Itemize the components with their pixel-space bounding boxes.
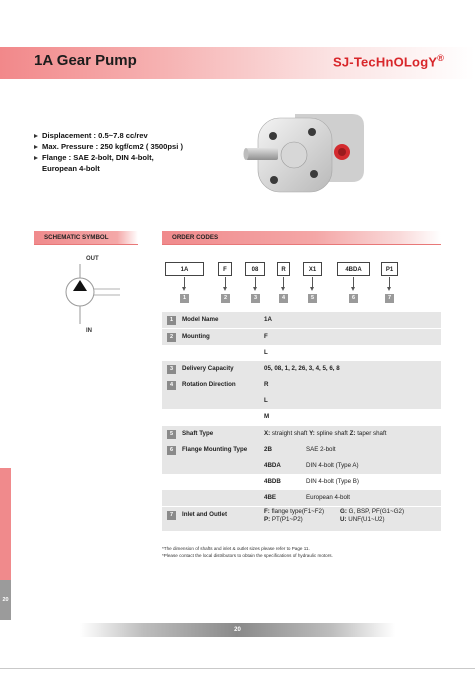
code-box: 1A [165, 262, 204, 276]
row-code: 2B [264, 446, 272, 453]
inlet-bsp: G: G, BSP, PF(G1~G2) [340, 508, 405, 515]
row-desc: European 4-bolt [306, 494, 351, 501]
row-number: 7 [167, 511, 176, 520]
down-arrow-icon [225, 277, 226, 289]
schematic-symbol-heading: SCHEMATIC SYMBOL [34, 231, 138, 244]
spec-flange-cont: European 4-bolt [42, 164, 100, 173]
down-arrow-icon [255, 277, 256, 289]
row-number: 4 [167, 381, 176, 390]
row-desc: DIN 4-bolt (Type A) [306, 462, 359, 469]
spec-pressure: Max. Pressure : 250 kgf/cm2 ( 3500psi ) [34, 142, 183, 151]
row-code: F [264, 333, 268, 340]
code-box: 4BDA [337, 262, 370, 276]
down-arrow-icon [353, 277, 354, 289]
logo-text: SJ-TecHnOLogY [333, 54, 438, 70]
inlet-pt: P: PT(P1~P2) [264, 516, 303, 523]
spec-displacement: Displacement : 0.5~7.8 cc/rev [34, 131, 148, 140]
table-row [162, 474, 441, 490]
index-box: 4 [279, 294, 288, 303]
down-arrow-icon [389, 277, 390, 289]
index-box: 3 [251, 294, 260, 303]
table-row [162, 345, 441, 361]
side-page-number: 20 [0, 580, 11, 620]
inlet-flange: F: flange type(F1~F2) [264, 508, 325, 515]
table-row [162, 442, 441, 458]
table-row [162, 393, 441, 409]
row-label: Rotation Direction [182, 381, 236, 388]
table-row [162, 458, 441, 474]
page-number: 20 [234, 627, 241, 633]
row-number: 3 [167, 365, 176, 374]
gear-pump-image [240, 108, 370, 198]
inlet-unf: U: UNF(U1~U2) [340, 516, 385, 523]
table-row [162, 409, 441, 425]
row-number: 2 [167, 333, 176, 342]
bottom-rule [0, 668, 475, 669]
index-box: 5 [308, 294, 317, 303]
down-arrow-icon [283, 277, 284, 289]
row-code: M [264, 413, 270, 420]
row-label: Model Name [182, 316, 219, 323]
footnote: *The dimension of shafts and inlet & outlet sizes please refer to Page 11. [162, 546, 310, 551]
code-box: X1 [303, 262, 322, 276]
row-code: 05, 08, 1, 2, 26, 3, 4, 5, 6, 8 [264, 365, 340, 372]
table-row [162, 377, 441, 393]
row-code: 4BDB [264, 478, 281, 485]
page-title: 1A Gear Pump [34, 52, 137, 69]
divider [162, 244, 441, 245]
bullet-icon [34, 134, 38, 138]
table-row [162, 426, 441, 442]
row-desc: DIN 4-bolt (Type B) [306, 478, 359, 485]
out-label: OUT [86, 256, 99, 262]
code-box: F [218, 262, 232, 276]
down-arrow-icon [184, 277, 185, 289]
bullet-icon [34, 156, 38, 160]
row-code: R [264, 381, 269, 388]
divider [34, 244, 138, 245]
side-tab [0, 468, 11, 580]
order-codes-heading: ORDER CODES [162, 231, 441, 244]
row-label: Delivery Capacity [182, 365, 234, 372]
brand-logo [333, 53, 444, 69]
logo-registered-mark: ® [437, 53, 445, 63]
table-row [162, 507, 441, 531]
table-row [162, 329, 441, 345]
row-label: Shaft Type [182, 430, 214, 437]
bullet-icon [34, 145, 38, 149]
row-number: 1 [167, 316, 176, 325]
footnote: *Please contact the local distributors to obtain the specifications of hydraulic motors. [162, 553, 333, 558]
pump-schematic-symbol [40, 252, 140, 342]
row-desc: SAE 2-bolt [306, 446, 336, 453]
code-box: P1 [381, 262, 398, 276]
table-row [162, 312, 441, 328]
row-label: Flange Mounting Type [182, 446, 248, 453]
down-arrow-icon [312, 277, 313, 289]
index-box: 2 [221, 294, 230, 303]
shaft-types: X: straight shaft Y: spline shaft Z: taper shaft [264, 430, 387, 437]
table-row [162, 361, 441, 377]
code-box: 08 [245, 262, 265, 276]
in-label: IN [86, 328, 92, 334]
row-code: 4BE [264, 494, 277, 501]
row-label: Inlet and Outlet [182, 511, 228, 518]
row-number: 6 [167, 446, 176, 455]
spec-flange: Flange : SAE 2-bolt, DIN 4-bolt, [34, 153, 154, 162]
row-number: 5 [167, 430, 176, 439]
row-code: L [264, 397, 268, 404]
index-box: 6 [349, 294, 358, 303]
index-box: 1 [180, 294, 189, 303]
footnotes [162, 545, 333, 559]
code-box: R [277, 262, 290, 276]
row-code: L [264, 349, 268, 356]
row-label: Mounting [182, 333, 210, 340]
index-box: 7 [385, 294, 394, 303]
row-code: 4BDA [264, 462, 281, 469]
row-code: 1A [264, 316, 272, 323]
